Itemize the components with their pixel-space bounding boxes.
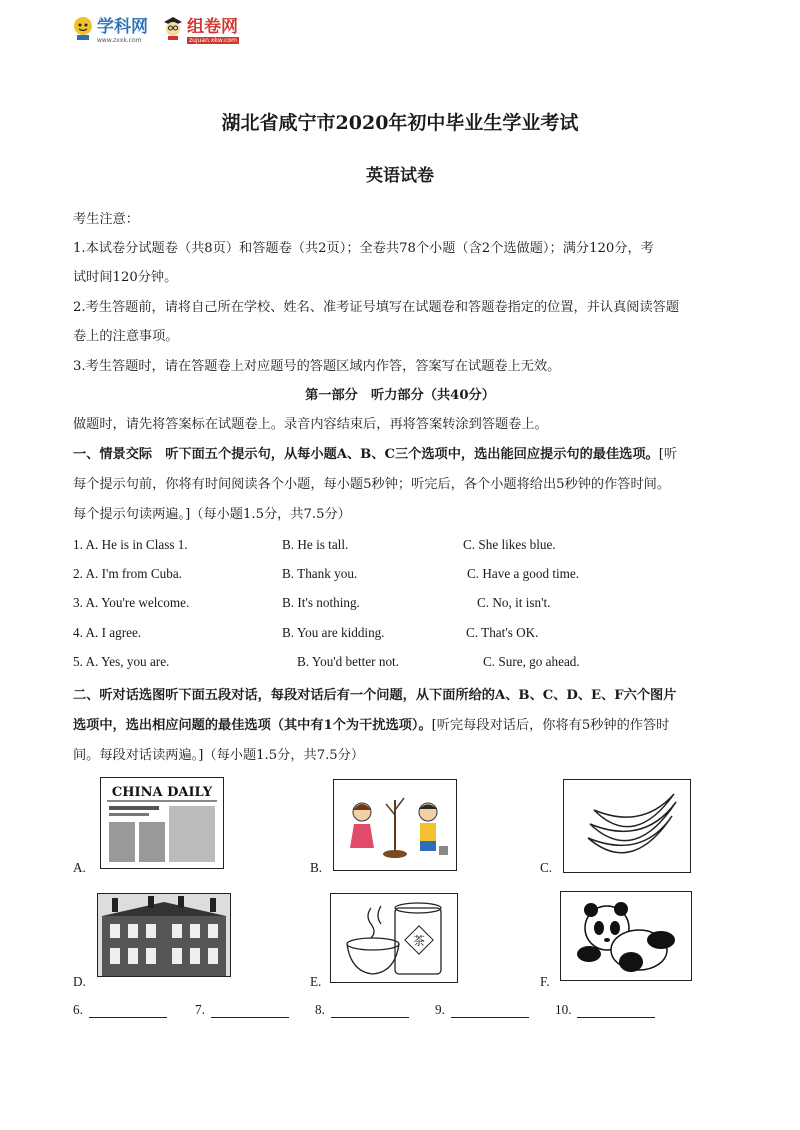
notice-line-1: 1.本试卷分试题卷（共8页）和答题卷（共2页）；全卷共78个小题（含2个选做题）；满分120分，考 [73, 241, 654, 256]
section2-line-3: 间。每段对话读两遍。]（每小题1.5分，共7.5分） [73, 748, 365, 763]
blank-7[interactable] [195, 1002, 289, 1018]
section2-line-2-bold: 选项中，选出相应问题的最佳选项（其中有1个为干扰选项）。 [73, 718, 432, 733]
blank-6[interactable] [73, 1002, 167, 1018]
notice-line-5: 3.考生答题时，请在答题卷上对应题号的答题区域内作答，答案写在试题卷上无效。 [73, 359, 561, 374]
q1-option-b[interactable]: B. He is tall. [282, 537, 349, 552]
q3-option-c[interactable]: C. No, it isn't. [477, 595, 551, 610]
logo-zujuan [162, 12, 239, 44]
q5-option-a[interactable]: 5. A. Yes, you are. [73, 654, 170, 669]
building-icon [98, 894, 230, 976]
notice-line-2: 试时间120分钟。 [73, 270, 178, 285]
picture-d-building [97, 893, 231, 977]
blank-8[interactable] [315, 1002, 409, 1018]
exam-title: 湖北省咸宁市2020年初中毕业生学业考试 [221, 112, 579, 134]
logo-row [72, 10, 239, 46]
newspaper-icon [101, 778, 223, 868]
part1-instruction: 做题时，请先将答案标在试题卷上。录音内容结束后，再将答案转涂到答题卷上。 [73, 417, 548, 432]
picture-f-label: F. [540, 974, 550, 989]
blank-7-line[interactable] [211, 1003, 289, 1018]
q3-option-a[interactable]: 3. A. You're welcome. [73, 595, 190, 610]
section1-heading-bold: 一、情景交际 听下面五个提示句，从每小题A、B、C三个选项中，选出能回应提示句的最佳选项。 [73, 447, 659, 462]
q5-option-b[interactable]: B. You'd better not. [297, 654, 400, 669]
blank-10[interactable] [555, 1002, 655, 1018]
zxxk-mascot-icon [72, 15, 94, 41]
notice-heading: 考生注意： [73, 212, 139, 227]
part1-heading: 第一部分 听力部分（共40分） [305, 388, 495, 403]
notice-line-3: 2.考生答题前，请将自己所在学校、姓名、准考证号填写在试题卷和答题卷指定的位置，并认真阅读答题 [73, 300, 680, 315]
blank-10-line[interactable] [577, 1003, 655, 1018]
blank-10-number: 10. [555, 1002, 572, 1017]
q1-option-a[interactable]: 1. A. He is in Class 1. [73, 537, 188, 552]
q5-option-c[interactable]: C. Sure, go ahead. [483, 654, 580, 669]
section2-line-1: 二、听对话选图听下面五段对话，每段对话后有一个问题，从下面所给的A、B、C、D、E、F六个图片 [73, 688, 677, 703]
q2-option-c[interactable]: C. Have a good time. [467, 566, 580, 581]
picture-e-tea [330, 893, 458, 983]
blank-9-line[interactable] [451, 1003, 529, 1018]
logo-zxxk [72, 12, 148, 44]
q1-option-c[interactable]: C. She likes blue. [463, 537, 556, 552]
blank-8-line[interactable] [331, 1003, 409, 1018]
q2-option-b[interactable]: B. Thank you. [282, 566, 358, 581]
blank-9-number: 9. [435, 1002, 445, 1017]
q4-option-c[interactable]: C. That's OK. [466, 625, 539, 640]
blank-8-number: 8. [315, 1002, 325, 1017]
blank-6-line[interactable] [89, 1003, 167, 1018]
section1-heading [73, 443, 677, 462]
kids-planting-tree-icon [334, 780, 456, 870]
picture-c-label: C. [540, 860, 553, 875]
q2-option-a[interactable]: 2. A. I'm from Cuba. [73, 566, 182, 581]
blank-7-number: 7. [195, 1002, 205, 1017]
picture-a-newspaper [100, 777, 224, 869]
blank-6-number: 6. [73, 1002, 83, 1017]
q4-option-b[interactable]: B. You are kidding. [282, 625, 385, 640]
q4-option-a[interactable]: 4. A. I agree. [73, 625, 142, 640]
q3-option-b[interactable]: B. It's nothing. [282, 595, 360, 610]
picture-f-panda [560, 891, 692, 981]
notice-line-4: 卷上的注意事项。 [73, 329, 179, 344]
logo1-url: www.zxxk.com [97, 37, 142, 44]
picture-a-label: A. [73, 860, 86, 875]
picture-b-label: B. [310, 860, 323, 875]
section1-heading-rest: [听 [658, 447, 678, 462]
newspaper-masthead: CHINA DAILY [111, 785, 213, 800]
logo2-url: zujuan.xkw.com [189, 37, 237, 44]
zujuan-mascot-icon [162, 15, 184, 41]
section1-line-2: 每个提示句前，你将有时间阅读各个小题，每小题5秒钟；听完后，各个小题将给出5秒钟的作答时间。 [73, 477, 671, 492]
blank-9[interactable] [435, 1002, 529, 1018]
picture-e-label: E. [310, 974, 322, 989]
picture-c-bananas [563, 779, 691, 873]
logo2-name: 组卷网 [187, 17, 238, 37]
tea-icon [331, 894, 457, 982]
tea-character: 茶 [412, 934, 426, 948]
exam-subtitle: 英语试卷 [366, 166, 434, 186]
logo1-name: 学科网 [97, 17, 148, 37]
section2-line-2 [73, 714, 669, 733]
panda-icon [561, 892, 691, 980]
bananas-icon [564, 780, 690, 872]
section1-line-3: 每个提示句读两遍。]（每小题1.5分，共7.5分） [73, 507, 351, 522]
section2-line-2-rest: [听完每段对话后，你将有5秒钟的作答时 [431, 718, 670, 733]
picture-b-planting [333, 779, 457, 871]
picture-d-label: D. [73, 974, 86, 989]
